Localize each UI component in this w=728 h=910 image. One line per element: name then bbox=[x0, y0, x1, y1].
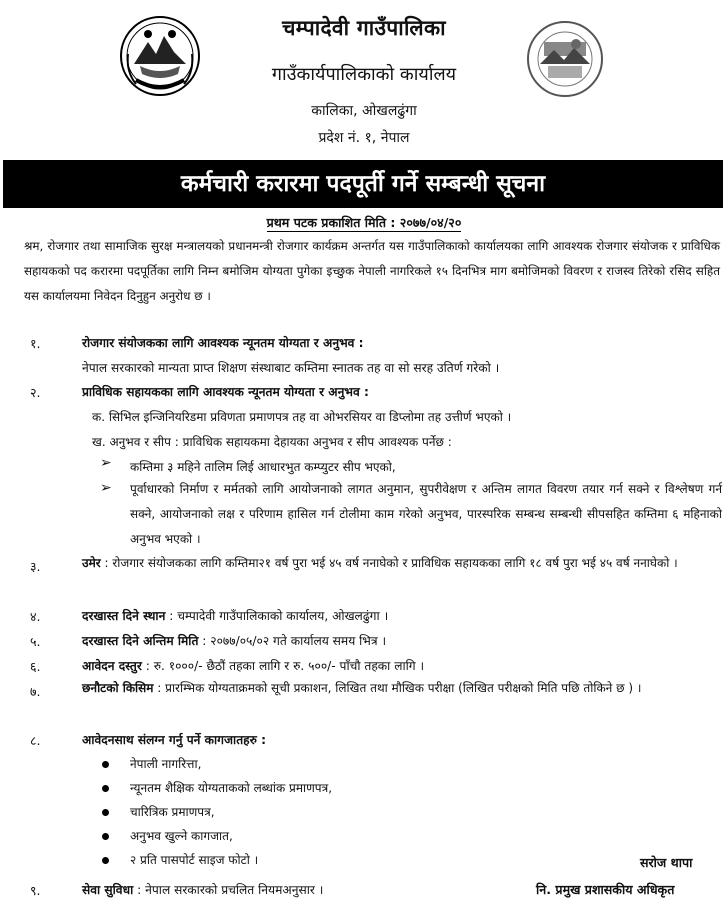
section-9-text bbox=[82, 881, 323, 898]
section-2-arrow-1: कम्तिमा ३ महिने तालिम लिई आधारभुत कम्प्युटर सीप भएको, bbox=[130, 460, 396, 474]
section-2-kha: ख. अनुभव र सीप : प्राविधिक सहायकमा देहायका अनुभव र सीप आवश्यक पर्नेछ : bbox=[92, 435, 452, 449]
document-item: अनुभव खुल्ने कागजात, bbox=[130, 829, 233, 843]
publish-date-text: प्रथम पटक प्रकाशित मिति : २०७७/०४/२० bbox=[266, 215, 462, 230]
bullet-icon bbox=[102, 809, 109, 816]
bullet-icon bbox=[102, 857, 109, 864]
section-3-body: : रोजगार संयोजकका लागि कम्तिमा२१ वर्ष पुरा भई ४५ वर्ष ननाघेको र प्राविधिक सहायकका लागि १८ वर्ष पुरा भई ४५ वर्ष ननाघेको । bbox=[100, 556, 678, 570]
bullet-icon bbox=[102, 761, 109, 768]
bullet-icon bbox=[102, 833, 109, 840]
municipality-title: चम्पादेवी गाउँपालिका bbox=[282, 16, 446, 40]
section-4-body: : चम्पादेवी गाउँपालिकाको कार्यालय, ओखलढुंगा । bbox=[165, 609, 389, 623]
section-1-heading: रोजगार संयोजकका लागि आवश्यक न्यूनतम योग्यता र अनुभव : bbox=[82, 336, 364, 350]
section-6-text bbox=[82, 657, 424, 674]
section-7-body: : प्रारम्भिक योग्यताक्रमको सूची प्रकाशन, लिखित तथा मौखिक परीक्षा (लिखित परीक्षको मिति पछि तोकिने छ ) । bbox=[153, 681, 642, 695]
section-2-ka: क. सिभिल इन्जिनियरिडमा प्रविणता प्रमाणपत्र तह वा ओभरसियर वा डिप्लोमा तह उत्तीर्ण भएको । bbox=[92, 410, 512, 424]
section-2-heading: प्राविधिक सहायकका लागि आवश्यक न्यूनतम योग्यता र अनुभव : bbox=[82, 385, 369, 399]
section-3-number: ३. bbox=[30, 559, 41, 574]
office-name: गाउँकार्यपालिकाको कार्यालय bbox=[271, 64, 457, 85]
arrow-icon: ➢ bbox=[100, 455, 112, 471]
document-item: न्यूनतम शैक्षिक योग्यताकको लब्धांक प्रमाणपत्र, bbox=[130, 781, 333, 795]
section-1-number: १. bbox=[30, 336, 41, 351]
section-7-text bbox=[82, 676, 722, 701]
document-item: नेपाली नागरित्ता, bbox=[130, 757, 202, 771]
section-6-label: आवेदन दस्तुर bbox=[82, 659, 142, 673]
section-4-number: ४. bbox=[30, 609, 41, 624]
section-6-body: : रु. १०००/- छैठौं तहका लागि र रु. ५००/- पाँचौ तहका लागि । bbox=[141, 659, 425, 673]
section-1-text: नेपाल सरकारको मान्यता प्राप्त शिक्षण संस्थाबाट कम्तिमा स्नातक तह वा सो सरह उतिर्ण गरेको । bbox=[82, 361, 500, 375]
section-5-text bbox=[82, 632, 386, 649]
section-8-heading: आवेदनसाथ संलग्न गर्नु पर्ने कागजातहरु : bbox=[82, 733, 267, 747]
section-8-number: ८. bbox=[30, 733, 41, 748]
bullet-icon bbox=[102, 785, 109, 792]
section-9-number: ९. bbox=[30, 883, 41, 898]
document-item: २ प्रति पासपोर्ट साइज फोटो । bbox=[130, 853, 259, 867]
section-9-body: : नेपाल सरकारको प्रचलित नियमअनुसार । bbox=[133, 883, 324, 897]
publish-date bbox=[0, 214, 728, 231]
section-5-number: ५. bbox=[30, 634, 41, 649]
section-5-body: : २०७७/०५/०२ गते कार्यालय समय भित्र । bbox=[198, 634, 387, 648]
office-province: प्रदेश नं. १, नेपाल bbox=[318, 130, 410, 146]
section-5-label: दरखास्त दिने अन्तिम मिति bbox=[82, 634, 199, 648]
section-9-label: सेवा सुविधा bbox=[82, 883, 134, 897]
section-7-label: छनौटको किसिम bbox=[82, 681, 154, 695]
section-3-label: उमेर bbox=[82, 556, 101, 570]
section-4-text bbox=[82, 607, 388, 624]
section-2-arrow-2: पूर्वाधारको निर्माण र मर्मतको लागि आयोजनाको लागत अनुमान, सुपरीवेक्षण र अन्तिम लागत विवरण तयार गर्न सक्ने र विश्लेषण गर्न सक्ने, आयोजनाको लक्ष र परिणाम हासिल गर्न टोलीमा काम गरेको अनुभव, पारस्परिक सम्बन्ध सम्बन्धी सीपसहित कम्तिमा ६ महिनाको अनुभव भएको । bbox=[130, 482, 722, 546]
notice-banner: कर्मचारी करारमा पदपूर्ती गर्ने सम्बन्धी सूचना bbox=[3, 160, 723, 208]
document-item: चारित्रिक प्रमाणपत्र, bbox=[130, 805, 215, 819]
office-place: कालिका, ओखलढुंगा bbox=[311, 103, 417, 119]
section-3-text bbox=[82, 551, 722, 576]
signatory-name: सरोज थापा bbox=[640, 855, 693, 870]
section-2-number: २. bbox=[30, 385, 41, 400]
section-4-label: दरखास्त दिने स्थान bbox=[82, 609, 166, 623]
section-6-number: ६. bbox=[30, 659, 41, 674]
signatory-title: नि. प्रमुख प्रशासकीय अधिकृत bbox=[536, 882, 675, 897]
section-7-number: ७. bbox=[30, 684, 41, 699]
arrow-icon: ➢ bbox=[100, 480, 112, 496]
intro-paragraph: श्रम, रोजगार तथा सामाजिक सुरक्ष मन्त्रालयको प्रधानमन्त्री रोजगार कार्यक्रम अन्तर्गत यस गाउँपालिकाको कार्यालयका लागि आवश्यक रोजगार संयोजक र प्राविधिक सहायकको पद करारमा पदपूर्तिका लागि निम्न बमोजिम योग्यता पुगेका इच्छुक नेपाली नागरिकले १५ दिनभित्र माग बमोजिमको विवरण र राजस्व तिरेको रसिद सहित यस कार्यालयमा निवेदन दिनुहुन अनुरोध छ । bbox=[24, 239, 720, 303]
